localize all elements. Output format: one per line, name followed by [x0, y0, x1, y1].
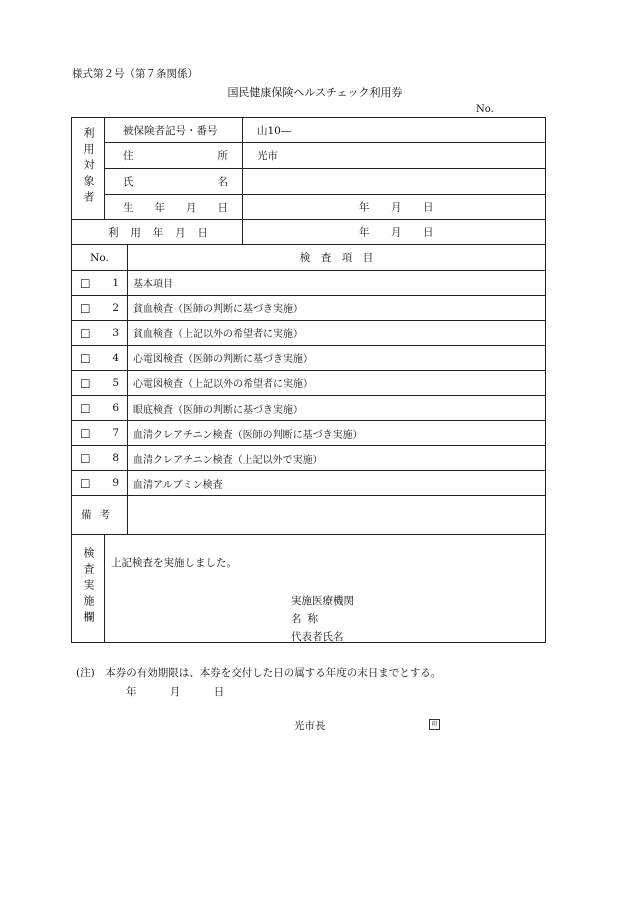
check-item-number-cell — [72, 320, 128, 345]
validity-note: (注) 本券の有効期限は、本券を交付した日の属する年度の末日までとする。 — [76, 667, 442, 679]
address-label-char-1: 住 — [123, 150, 134, 163]
issue-month-label: 月 — [169, 686, 181, 698]
check-item-label: 眼底検査（医師の判断に基づき実施） — [128, 396, 546, 421]
birthdate-label-char-3: 月 — [186, 201, 197, 214]
check-item-row — [72, 471, 546, 496]
implementation-section-label: 検査実施欄 — [82, 546, 95, 627]
usage-date-label-char-2: 用 — [130, 226, 141, 239]
usage-date-label-char-5: 日 — [197, 226, 208, 239]
usage-date-label-char-4: 月 — [175, 226, 186, 239]
remarks-row — [72, 496, 546, 534]
check-item-row — [72, 320, 546, 345]
check-item-checkbox[interactable]: □ — [80, 376, 91, 390]
insured-number-field[interactable]: 山10― — [243, 118, 546, 143]
check-item-checkbox[interactable]: □ — [80, 301, 91, 315]
issue-day-label: 日 — [213, 686, 225, 698]
insured-number-row — [72, 118, 546, 143]
check-item-row — [72, 446, 546, 471]
implementation-body — [105, 534, 546, 642]
name-field[interactable] — [243, 169, 546, 195]
check-item-row — [72, 345, 546, 370]
birthdate-label-char-4: 日 — [217, 201, 228, 214]
usage-date-label-char-1: 利 — [108, 226, 119, 239]
check-item-checkbox[interactable]: □ — [80, 401, 91, 415]
check-item-number: 8 — [112, 452, 119, 465]
usage-month-label: 月 — [391, 226, 402, 239]
subject-section-label: 利用対象者 — [82, 127, 95, 208]
implementation-label-cell — [72, 534, 105, 642]
check-item-row — [72, 396, 546, 421]
birthdate-year-label: 年 — [359, 201, 370, 214]
check-item-number-cell — [72, 396, 128, 421]
birthdate-label-char-2: 年 — [154, 201, 165, 214]
usage-date-label — [72, 220, 243, 245]
seal-mark: 印 — [429, 719, 440, 730]
usage-date-field[interactable] — [243, 220, 546, 245]
check-item-number-cell — [72, 295, 128, 320]
check-item-number: 7 — [112, 427, 119, 440]
check-no-header: No. — [72, 245, 128, 270]
check-item-number: 2 — [112, 301, 119, 314]
check-item-checkbox[interactable]: □ — [80, 351, 91, 365]
check-item-number: 1 — [112, 276, 119, 289]
form-number-label: 様式第２号（第７条関係） — [72, 68, 198, 80]
check-item-label: 心電図検査（上記以外の希望者に実施） — [128, 370, 546, 395]
birthdate-day-label: 日 — [423, 201, 434, 214]
usage-date-row — [72, 220, 546, 245]
check-item-label: 血清クレアチニン検査（上記以外で実施） — [128, 446, 546, 471]
document-title: 国民健康保険ヘルスチェック利用券 — [227, 86, 403, 99]
check-item-label: 血清アルブミン検査 — [128, 471, 546, 496]
check-item-number-cell — [72, 345, 128, 370]
usage-date-label-char-3: 年 — [152, 226, 164, 239]
issue-date — [126, 684, 224, 699]
implementation-row — [72, 534, 546, 642]
address-label-char-2: 所 — [217, 150, 228, 163]
check-item-label: 貧血検査（医師の判断に基づき実施） — [128, 295, 546, 320]
facility-label: 実施医療機関 — [291, 594, 354, 607]
name-label-char-1: 氏 — [123, 176, 134, 189]
check-item-row — [72, 270, 546, 295]
implementation-message: 上記検査を実施しました。 — [111, 556, 237, 569]
check-item-number: 5 — [112, 376, 119, 389]
ticket-number-label: No. — [476, 104, 494, 115]
check-item-number-cell — [72, 446, 128, 471]
check-item-number-cell — [72, 370, 128, 395]
check-item-number-cell — [72, 421, 128, 446]
issuer-label: 光市長 — [294, 720, 326, 732]
check-item-number: 4 — [112, 351, 119, 364]
birthdate-row — [72, 195, 546, 220]
check-item-checkbox[interactable]: □ — [80, 476, 91, 490]
name-label — [105, 169, 243, 195]
check-item-checkbox[interactable]: □ — [80, 426, 91, 440]
address-label — [105, 143, 243, 169]
birthdate-field[interactable] — [243, 195, 546, 220]
birthdate-label-char-1: 生 — [123, 201, 134, 214]
usage-year-label: 年 — [359, 226, 370, 239]
check-item-number: 3 — [112, 326, 119, 339]
address-field[interactable]: 光市 — [243, 143, 546, 169]
birthdate-month-label: 月 — [391, 201, 402, 214]
check-item-label: 基本項目 — [128, 270, 546, 295]
name-row — [72, 169, 546, 195]
check-item-label: 貧血検査（上記以外の希望者に実施） — [128, 320, 546, 345]
check-item-number: 6 — [112, 402, 119, 415]
name-label-char-2: 名 — [217, 176, 228, 189]
address-row — [72, 143, 546, 169]
check-item-checkbox[interactable]: □ — [80, 451, 91, 465]
check-item-number-cell — [72, 471, 128, 496]
insured-number-label: 被保険者記号・番号 — [105, 118, 243, 143]
check-item-checkbox[interactable]: □ — [80, 326, 91, 340]
remarks-label: 備考 — [72, 496, 128, 534]
check-item-number-cell — [72, 270, 128, 295]
check-header-row — [72, 245, 546, 270]
check-item-row — [72, 421, 546, 446]
issue-year-label: 年 — [126, 686, 137, 698]
check-item-label: 心電図検査（医師の判断に基づき実施） — [128, 345, 546, 370]
ticket-form-table — [71, 117, 546, 643]
check-item-checkbox[interactable]: □ — [80, 276, 91, 290]
check-item-row — [72, 370, 546, 395]
representative-name-label: 代表者氏名 — [291, 630, 344, 643]
check-item-number: 9 — [112, 477, 119, 490]
subject-section-label-cell — [72, 118, 105, 220]
facility-name-label: 名称 — [291, 612, 324, 625]
remarks-field[interactable] — [128, 496, 546, 534]
usage-day-label: 日 — [423, 226, 434, 239]
check-item-header: 検 査 項 目 — [128, 245, 546, 270]
check-item-row — [72, 295, 546, 320]
check-item-label: 血清クレアチニン検査（医師の判断に基づき実施） — [128, 421, 546, 446]
birthdate-label — [105, 195, 243, 220]
